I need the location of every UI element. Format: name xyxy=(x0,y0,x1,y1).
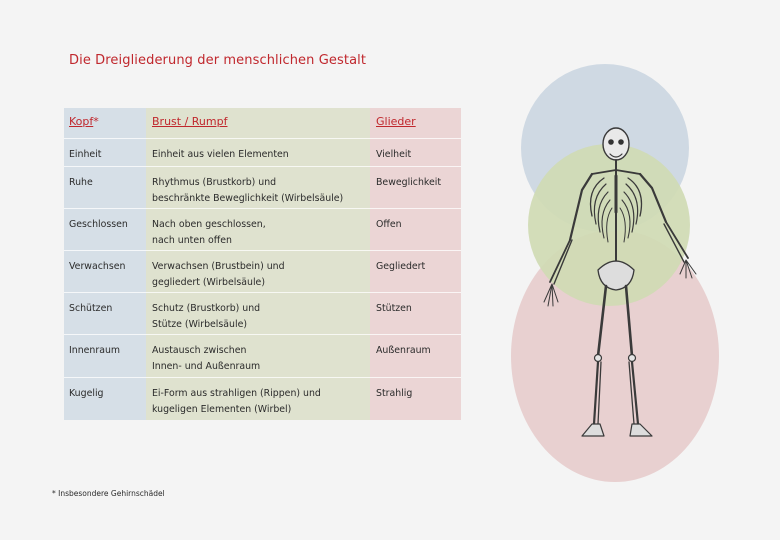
page-title: Die Dreigliederung der menschlichen Gestalt xyxy=(69,53,367,68)
header-brust: Brust / Rumpf xyxy=(152,115,228,128)
table-header-row xyxy=(64,108,461,138)
table-row: Einheit Einheit aus vielen Elementen Vielheit xyxy=(64,138,461,167)
table-row: Innenraum Austausch zwischen Innen- und Außenraum Außenraum xyxy=(64,334,461,378)
footnote: * Insbesondere Gehirnschädel xyxy=(52,489,165,498)
table-row: Geschlossen Nach oben geschlossen, nach unten offen Offen xyxy=(64,208,461,251)
table-row: Schützen Schutz (Brustkorb) und Stütze (Wirbelsäule) Stützen xyxy=(64,292,461,335)
table-row: Ruhe Rhythmus (Brustkorb) und beschränkte Beweglichkeit (Wirbelsäule) Beweglichkeit xyxy=(64,166,461,209)
header-glieder: Glieder xyxy=(376,115,416,128)
skeleton-illustration xyxy=(520,120,710,450)
header-kopf: Kopf* xyxy=(69,115,99,128)
footnote-mark: * xyxy=(93,115,99,128)
table-row: Verwachsen Verwachsen (Brustbein) und gegliedert (Wirbelsäule) Gegliedert xyxy=(64,250,461,293)
table-row: Kugelig Ei-Form aus strahligen (Rippen) und kugeligen Elementen (Wirbel) Strahlig xyxy=(64,377,461,421)
